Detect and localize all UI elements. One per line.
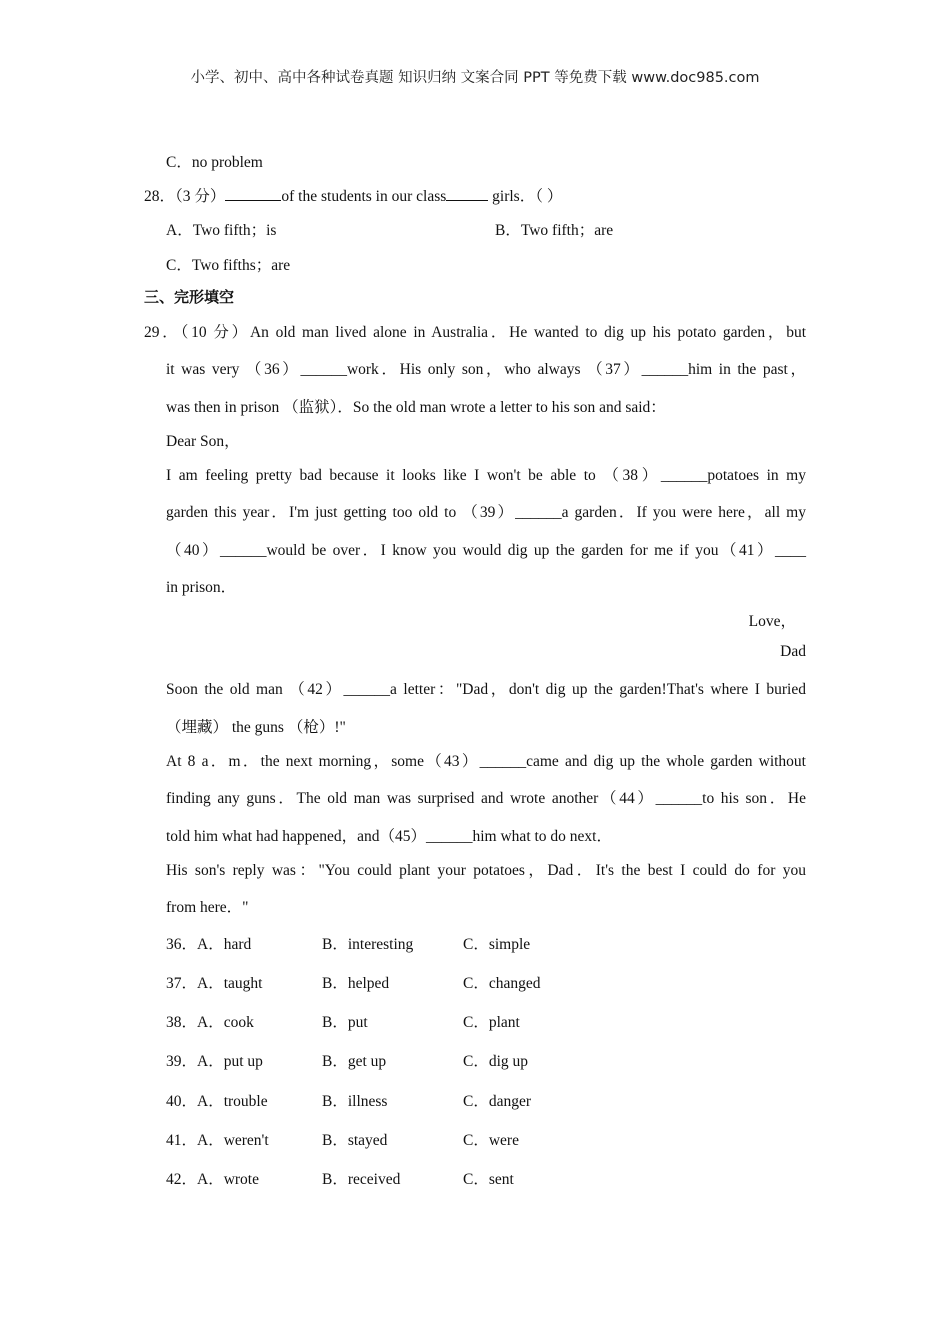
letter-closing: Love， (748, 613, 796, 630)
option-b: B．helped (322, 975, 390, 992)
option-a: 39．A．put up (166, 1053, 263, 1070)
option-c: C．danger (463, 1093, 532, 1110)
passage-line-11: Soon the old man （42）______a letter："Dad，don't dig up the garden!That's where I buried (166, 681, 806, 698)
passage-line-1: 29．（10 分）An old man lived alone in Australia．He wanted to dig up his potato garden，but (144, 324, 806, 341)
option-c: C．changed (463, 975, 541, 992)
q28-prefix: 28．（3 分） (144, 188, 226, 205)
option-b: B．illness (322, 1093, 388, 1110)
option-b: B．interesting (322, 936, 414, 953)
option-a: 37．A．taught (166, 975, 263, 992)
q28-part2: girls．（ ） (488, 188, 563, 205)
letter-greeting: Dear Son， (166, 433, 240, 450)
passage-line-6: garden this year．I'm just getting too old to （39）______a garden．If you were here，all my (166, 504, 806, 521)
passage-line-14: finding any guns．The old man was surprised and wrote another（44）______to his son．He (166, 790, 806, 807)
passage-line-5: I am feeling pretty bad because it looks like I won't be able to （38）______potatoes in my (166, 467, 806, 484)
passage-line-16: His son's reply was："You could plant your potatoes，Dad．It's the best I could do for you (166, 862, 806, 879)
q28-blank-2 (446, 186, 488, 201)
passage-line-7: （40）______would be over．I know you would dig up the garden for me if you（41）____ (166, 542, 806, 559)
passage-line-13: At 8 a．m．the next morning，some（43）______came and dig up the whole garden without (166, 753, 806, 770)
letter-signature: Dad (780, 643, 806, 660)
q28-blank-1 (225, 186, 281, 201)
option-b: B．get up (322, 1053, 387, 1070)
passage-line-3: was then in prison （监狱）．So the old man wrote a letter to his son and said： (166, 399, 666, 416)
passage-line-12: （埋藏） the guns （枪）!" (166, 719, 346, 736)
passage-line-2: it was very （36）______work．His only son，who always （37）______him in the past， (166, 361, 806, 378)
option-c: C．were (463, 1132, 519, 1149)
option-c: C．dig up (463, 1053, 529, 1070)
passage-line-17: from here．" (166, 899, 249, 916)
option-a: 38．A．cook (166, 1014, 254, 1031)
option-b: B．stayed (322, 1132, 388, 1149)
section-title: 三、完形填空 (144, 288, 235, 306)
option-c: C．sent (463, 1171, 514, 1188)
q28-option-c: C．Two fifths；are (166, 257, 291, 274)
q28-option-b: B．Two fifth；are (495, 222, 614, 239)
option-a: 36．A．hard (166, 936, 252, 953)
passage-line-15: told him what had happened，and（45）______him what to do next． (166, 828, 612, 845)
option-c: C．plant (463, 1014, 520, 1031)
option-a: 42．A．wrote (166, 1171, 259, 1188)
option-a: 41．A．weren't (166, 1132, 269, 1149)
option-b: B．received (322, 1171, 401, 1188)
q28-option-a: A．Two fifth；is (166, 222, 277, 239)
option-c: C．simple (463, 936, 531, 953)
page-header: 小学、初中、高中各种试卷真题 知识归纳 文案合同 PPT 等免费下载 www.doc985.com (190, 70, 760, 86)
q28-part1: of the students in our class (281, 188, 447, 205)
option-b: B．put (322, 1014, 368, 1031)
option-a: 40．A．trouble (166, 1093, 268, 1110)
q28-stem (144, 184, 562, 206)
passage-line-8: in prison． (166, 579, 237, 596)
q27-option-c: C．no problem (166, 154, 263, 171)
